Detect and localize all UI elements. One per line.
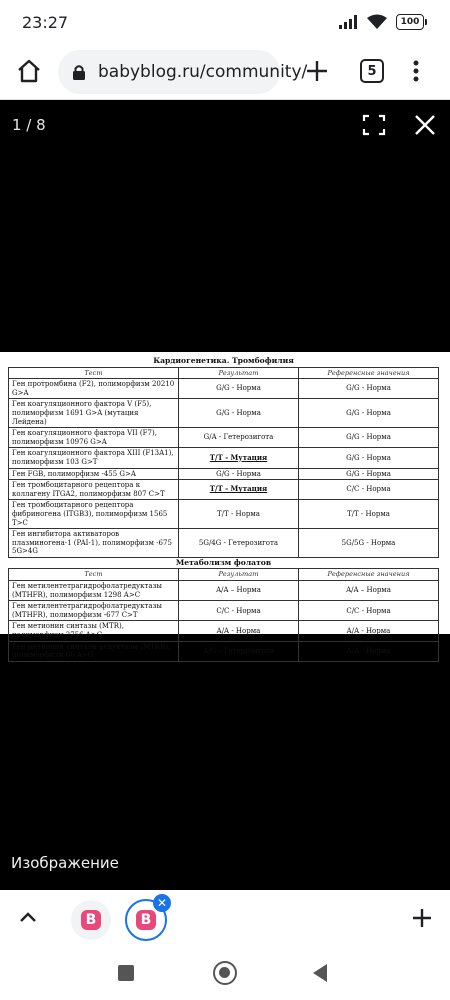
address-bar[interactable]	[58, 50, 308, 94]
cell-result: T/T - Норма	[179, 500, 299, 529]
table-row	[9, 379, 439, 399]
table-row	[9, 399, 439, 428]
cell-reference: A/A - Норма	[299, 641, 439, 661]
cell-test: Ген тромбоцитарного рецептора фибриногена (ITGB3), полиморфизм 1565 T>C	[9, 500, 179, 529]
cell-test: Ген метионин синтазы (MTR), полиморфизм 2756 A>G	[9, 621, 179, 641]
cell-result: 5G/4G - Гетерозигота	[179, 529, 299, 558]
cell-result: A/A – Норма	[179, 581, 299, 601]
header-result: Результат	[179, 569, 299, 581]
header-reference: Референсные значения	[299, 367, 439, 379]
document-image	[0, 352, 450, 660]
cell-reference: 5G/5G - Норма	[299, 529, 439, 558]
section-title: Кардиогенетика. Тромбофилия	[153, 356, 294, 365]
battery-icon	[396, 14, 424, 30]
cell-result: G/A - Гетерозигота	[179, 428, 299, 448]
cell-reference: G/G - Норма	[299, 468, 439, 480]
browser-toolbar	[0, 44, 450, 100]
cell-reference: G/G - Норма	[299, 379, 439, 399]
home-nav-icon[interactable]	[213, 961, 237, 985]
section-title: Метаболизм фолатов	[175, 557, 272, 567]
signal-icon	[338, 14, 358, 30]
header-result: Результат	[179, 367, 299, 379]
cell-result: G/G - Норма	[179, 379, 299, 399]
system-nav-bar	[0, 950, 450, 1000]
results-table	[8, 356, 439, 662]
wifi-icon	[366, 14, 388, 30]
cell-test: Ген коагуляционного фактора VII (F7), полиморфизм 10976 G>A	[9, 428, 179, 448]
cell-reference: C/C - Норма	[299, 480, 439, 500]
babyblog-favicon-icon	[136, 910, 156, 930]
header-test: Тест	[9, 367, 179, 379]
add-tab-icon[interactable]	[410, 906, 434, 930]
cell-result: A/G – Гетерозигота	[179, 641, 299, 661]
cell-result: A/A - Норма	[179, 621, 299, 641]
table-row	[9, 529, 439, 558]
cell-test: Ген протромбина (F2), полиморфизм 20210 G>A	[9, 379, 179, 399]
table-row	[9, 468, 439, 480]
lock-icon[interactable]	[70, 63, 88, 81]
cell-reference: A/A - Норма	[299, 621, 439, 641]
close-icon[interactable]	[413, 113, 437, 137]
table-row	[9, 581, 439, 601]
new-tab-icon[interactable]	[302, 56, 332, 86]
home-icon[interactable]	[14, 56, 44, 86]
cell-reference: G/G - Норма	[299, 399, 439, 428]
more-menu-icon[interactable]	[406, 56, 426, 86]
table-row	[9, 448, 439, 468]
image-counter: 1 / 8	[12, 116, 46, 134]
close-tab-icon[interactable]: ✕	[153, 894, 171, 912]
cell-test: Ген коагуляционного фактора V (F5), полиморфизм 1691 G>A (мутация Лейдена)	[9, 399, 179, 428]
cell-test: Ген ингибитора активаторов плазминогена-1 (PAI-1), полиморфизм -675 5G>4G	[9, 529, 179, 558]
header-test: Тест	[9, 569, 179, 581]
recents-icon[interactable]	[118, 965, 134, 981]
table-header	[9, 569, 439, 581]
table-row	[9, 621, 439, 641]
table-row	[9, 641, 439, 661]
url-text[interactable]: babyblog.ru/community/	[98, 62, 308, 82]
cell-test: Ген FGB, полиморфизм -455 G>A	[9, 468, 179, 480]
cell-result: T/T - Мутация	[179, 448, 299, 468]
cell-reference: T/T - Норма	[299, 500, 439, 529]
cell-result: G/G - Норма	[179, 399, 299, 428]
cell-test: Ген тромбоцитарного рецептора к коллагену ITGA2, полиморфизм 807 C>T	[9, 480, 179, 500]
status-icons	[338, 13, 424, 31]
back-icon[interactable]	[313, 964, 327, 982]
cell-reference: C/C - Норма	[299, 601, 439, 621]
fullscreen-icon[interactable]	[362, 114, 386, 136]
favicon-letter: B	[140, 912, 152, 928]
status-bar	[0, 0, 450, 44]
cell-result: T/T - Мутация	[179, 480, 299, 500]
header-reference: Референсные значения	[299, 569, 439, 581]
cell-reference: G/G - Норма	[299, 428, 439, 448]
table-row	[9, 601, 439, 621]
babyblog-favicon-icon	[81, 910, 101, 930]
cell-test: Ген коагуляционного фактора XIII (F13A1), полиморфизм 103 G>T	[9, 448, 179, 468]
cell-reference: G/G - Норма	[299, 448, 439, 468]
cell-test: Ген метилентетрагидрофолатредуктазы (MTHFR), полиморфизм -677 C>T	[9, 601, 179, 621]
image-viewer[interactable]	[0, 100, 450, 890]
favicon-letter: B	[85, 912, 97, 928]
tab-strip	[0, 890, 450, 950]
cell-reference: A/A – Норма	[299, 581, 439, 601]
status-time: 23:27	[22, 13, 69, 32]
cell-test: Ген метилентетрагидрофолатредуктазы (MTHFR), полиморфизм 1298 A>C	[9, 581, 179, 601]
tab-thumbnail[interactable]	[71, 900, 111, 940]
cell-result: G/G - Норма	[179, 468, 299, 480]
tab-count: 5	[367, 63, 377, 79]
cell-result: C/C - Норма	[179, 601, 299, 621]
chevron-up-icon[interactable]	[16, 906, 40, 930]
image-caption: Изображение	[11, 854, 119, 872]
tab-switcher-button[interactable]	[360, 59, 384, 83]
table-header	[9, 367, 439, 379]
cell-test: Ген метионин синтазы редуктазы (MTRR), полиморфизм 66 A>G	[9, 641, 179, 661]
table-row	[9, 500, 439, 529]
battery-level: 100	[400, 17, 420, 27]
table-row	[9, 428, 439, 448]
table-row	[9, 480, 439, 500]
